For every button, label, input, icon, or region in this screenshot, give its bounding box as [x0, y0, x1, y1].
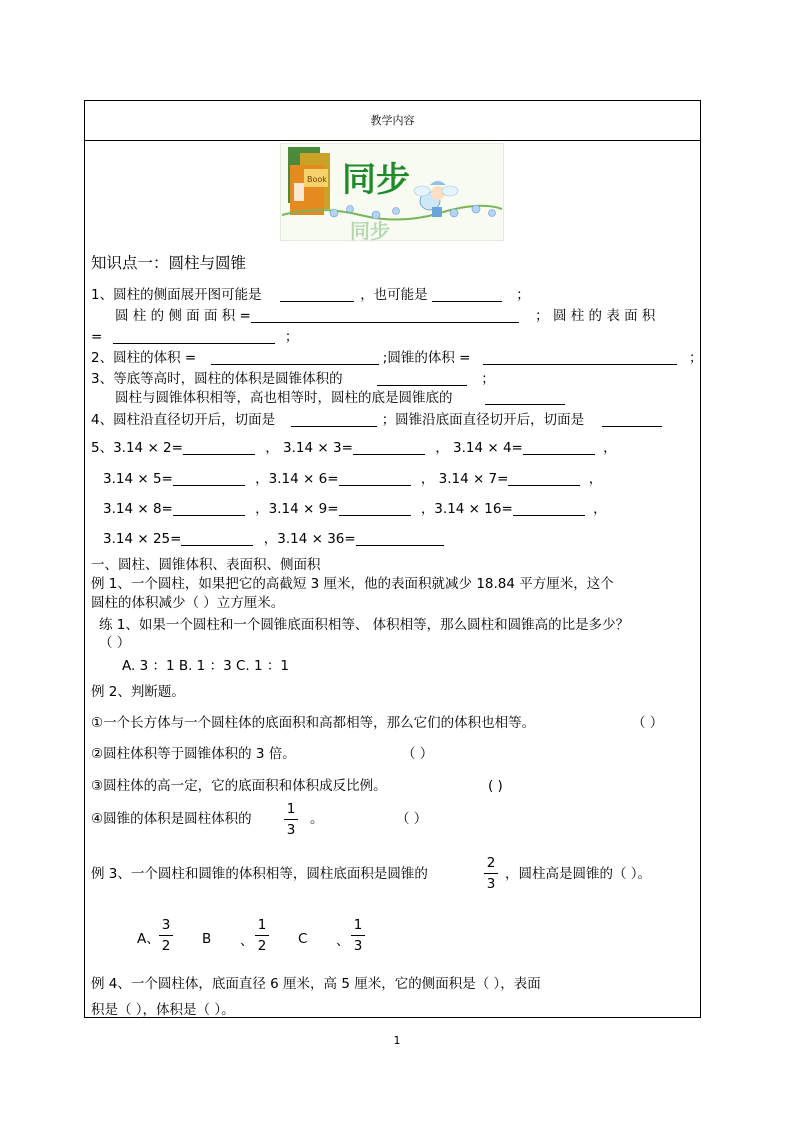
blank — [483, 350, 677, 365]
blank — [377, 371, 467, 386]
option-c-separator: 、 — [336, 933, 350, 949]
question-1b: 圆 柱 的 侧 面 面 积 = ； 圆 柱 的 表 面 积 — [115, 308, 656, 324]
question-2: 2、圆柱的体积 = ;圆锥的体积 = ； — [91, 350, 703, 366]
blank — [291, 412, 377, 427]
example-4-line-2: 积是（ ），体积是（ ）。 — [91, 1002, 235, 1018]
svg-text:同步: 同步 — [350, 219, 390, 241]
svg-text:同步: 同步 — [342, 160, 410, 200]
table-header — [85, 101, 700, 141]
example-3-post: ，圆柱高是圆锥的（ ）。 — [505, 866, 652, 882]
practice-1-line-1: 练 1、如果一个圆柱和一个圆锥底面积相等、 体积相等，那么圆柱和圆锥高的比是多少？ — [99, 617, 630, 633]
example-4-line-1: 例 4、一个圆柱体，底面直径 6 厘米，高 5 厘米，它的侧面积是（ ），表面 — [91, 976, 541, 992]
practice-1-options: A. 3 ：1 B. 1 ：3 C. 1 ：1 — [122, 658, 289, 674]
judge-item-3-paren: ( ) — [488, 778, 503, 794]
judge-item-2: ②圆柱体积等于圆锥体积的 3 倍。 — [91, 746, 296, 762]
option-b-label: B — [202, 931, 212, 947]
question-5-row-3: 3.14 × 8= ，3.14 × 9= ，3.14 × 16= ， — [103, 501, 607, 517]
question-4: 4、圆柱沿直径切开后，切面是 ；圆锥沿底面直径切开后，切面是 — [91, 412, 662, 428]
fraction-one-third: 1 3 — [284, 801, 298, 838]
blank — [432, 287, 502, 302]
question-3a: 3、等底等高时，圆柱的体积是圆锥体积的 ； — [91, 371, 495, 387]
header-title: 教学内容 — [370, 114, 415, 127]
blank — [280, 287, 354, 302]
example-1-line-1: 例 1、一个圆柱，如果把它的高截短 3 厘米，他的表面积就减少 18.84 平方厘米，这个 — [91, 576, 614, 592]
fraction-two-thirds: 2 3 — [484, 855, 498, 892]
blank — [211, 350, 379, 365]
question-3b: 圆柱与圆锥体积相等，高也相等时，圆柱的底是圆锥底的 — [115, 390, 565, 406]
judge-item-4-paren: （ ） — [396, 811, 428, 827]
practice-1-line-2: （ ） — [99, 635, 131, 651]
example-2-title: 例 2、判断题。 — [91, 684, 185, 700]
judge-item-2-paren: （ ） — [402, 746, 434, 762]
svg-text:Book: Book — [307, 175, 327, 184]
option-b-separator: 、 — [240, 933, 254, 949]
question-1a: 1、圆柱的侧面展开图可能是 ，也可能是 ； — [91, 287, 530, 303]
part1-title: 一、圆柱、圆锥体积、表面积、侧面积 — [91, 557, 321, 573]
blank — [602, 412, 662, 427]
example-1-line-2: 圆柱的体积减少（ ）立方厘米。 — [91, 595, 285, 611]
judge-item-4-period: 。 — [310, 811, 324, 827]
example-3-pre: 例 3、一个圆柱和圆锥的体积相等，圆柱底面积是圆锥的 — [91, 866, 428, 882]
question-5-row-1: 5、3.14 × 2= ， 3.14 × 3= ， 3.14 × 4= ， — [91, 440, 617, 456]
blank — [485, 390, 565, 405]
question-5-row-4: 3.14 × 25= ，3.14 × 36= — [103, 531, 444, 547]
judge-item-4: ④圆锥的体积是圆柱体积的 — [91, 811, 252, 827]
blank — [113, 329, 275, 344]
question-5-row-2: 3.14 × 5= ，3.14 × 6= ， 3.14 × 7= ， — [103, 471, 603, 487]
judge-item-3: ③圆柱体的高一定，它的底面积和体积成反比例。 — [91, 778, 387, 794]
option-b-fraction: 1 2 — [255, 917, 269, 954]
option-a-label: A、 — [137, 931, 160, 947]
blank — [251, 308, 519, 323]
option-c-fraction: 1 3 — [351, 917, 365, 954]
section-title: 知识点一：圆柱与圆锥 — [91, 254, 247, 272]
option-c-label: C — [298, 931, 308, 947]
option-a-fraction: 3 2 — [159, 917, 173, 954]
question-1c: = ； — [91, 329, 299, 345]
page-number: 1 — [393, 1034, 401, 1047]
tongbu-banner-image — [280, 143, 504, 241]
judge-item-1-paren: （ ） — [632, 715, 664, 731]
judge-item-1: ①一个长方体与一个圆柱体的底面积和高都相等，那么它们的体积也相等。 — [91, 715, 536, 731]
